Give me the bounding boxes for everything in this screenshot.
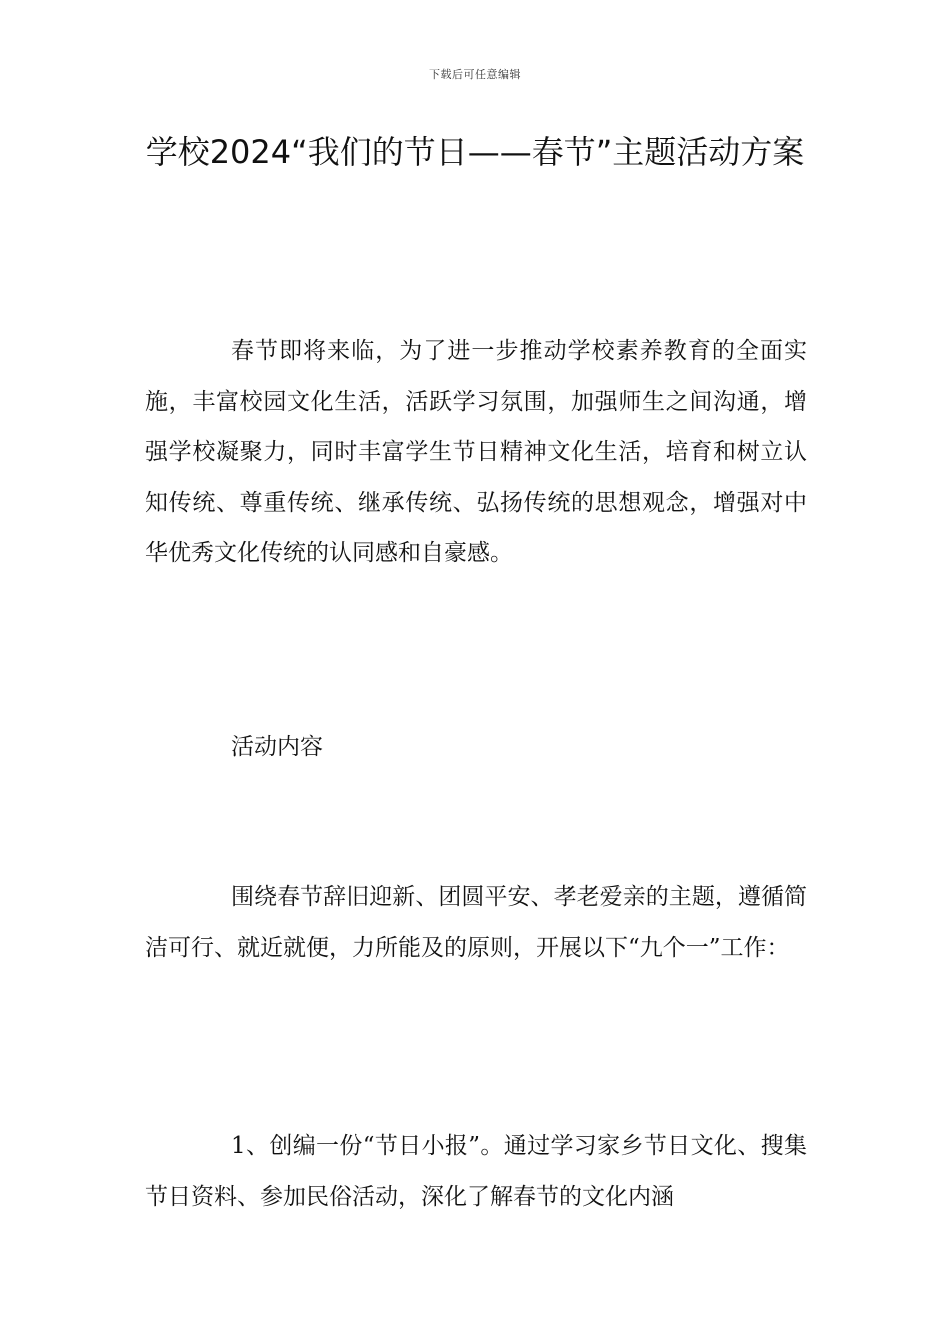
header-note: 下载后可任意编辑 bbox=[429, 68, 521, 81]
activity-item-1-paragraph: 1、创编一份“节日小报”。通过学习家乡节日文化、搜集节日资料、参加民俗活动，深化了解春节的文化内涵 bbox=[145, 1133, 807, 1210]
document-title: 学校2024“我们的节日——春节”主题活动方案 bbox=[145, 133, 805, 171]
activity-overview-paragraph: 围绕春节辞旧迎新、团圆平安、孝老爱亲的主题，遵循简洁可行、就近就便，力所能及的原则，开展以下“九个一”工作： bbox=[145, 884, 807, 961]
intro-paragraph: 春节即将来临，为了进一步推动学校素养教育的全面实施，丰富校园文化生活，活跃学习氛围，加强师生之间沟通，增强学校凝聚力，同时丰富学生节日精神文化生活，培育和树立认知传统、尊重传统、继承传统、弘扬传统的思想观念，增强对中华优秀文化传统的认同感和自豪感。 bbox=[145, 338, 807, 566]
section-heading-activity-content: 活动内容 bbox=[231, 734, 323, 760]
